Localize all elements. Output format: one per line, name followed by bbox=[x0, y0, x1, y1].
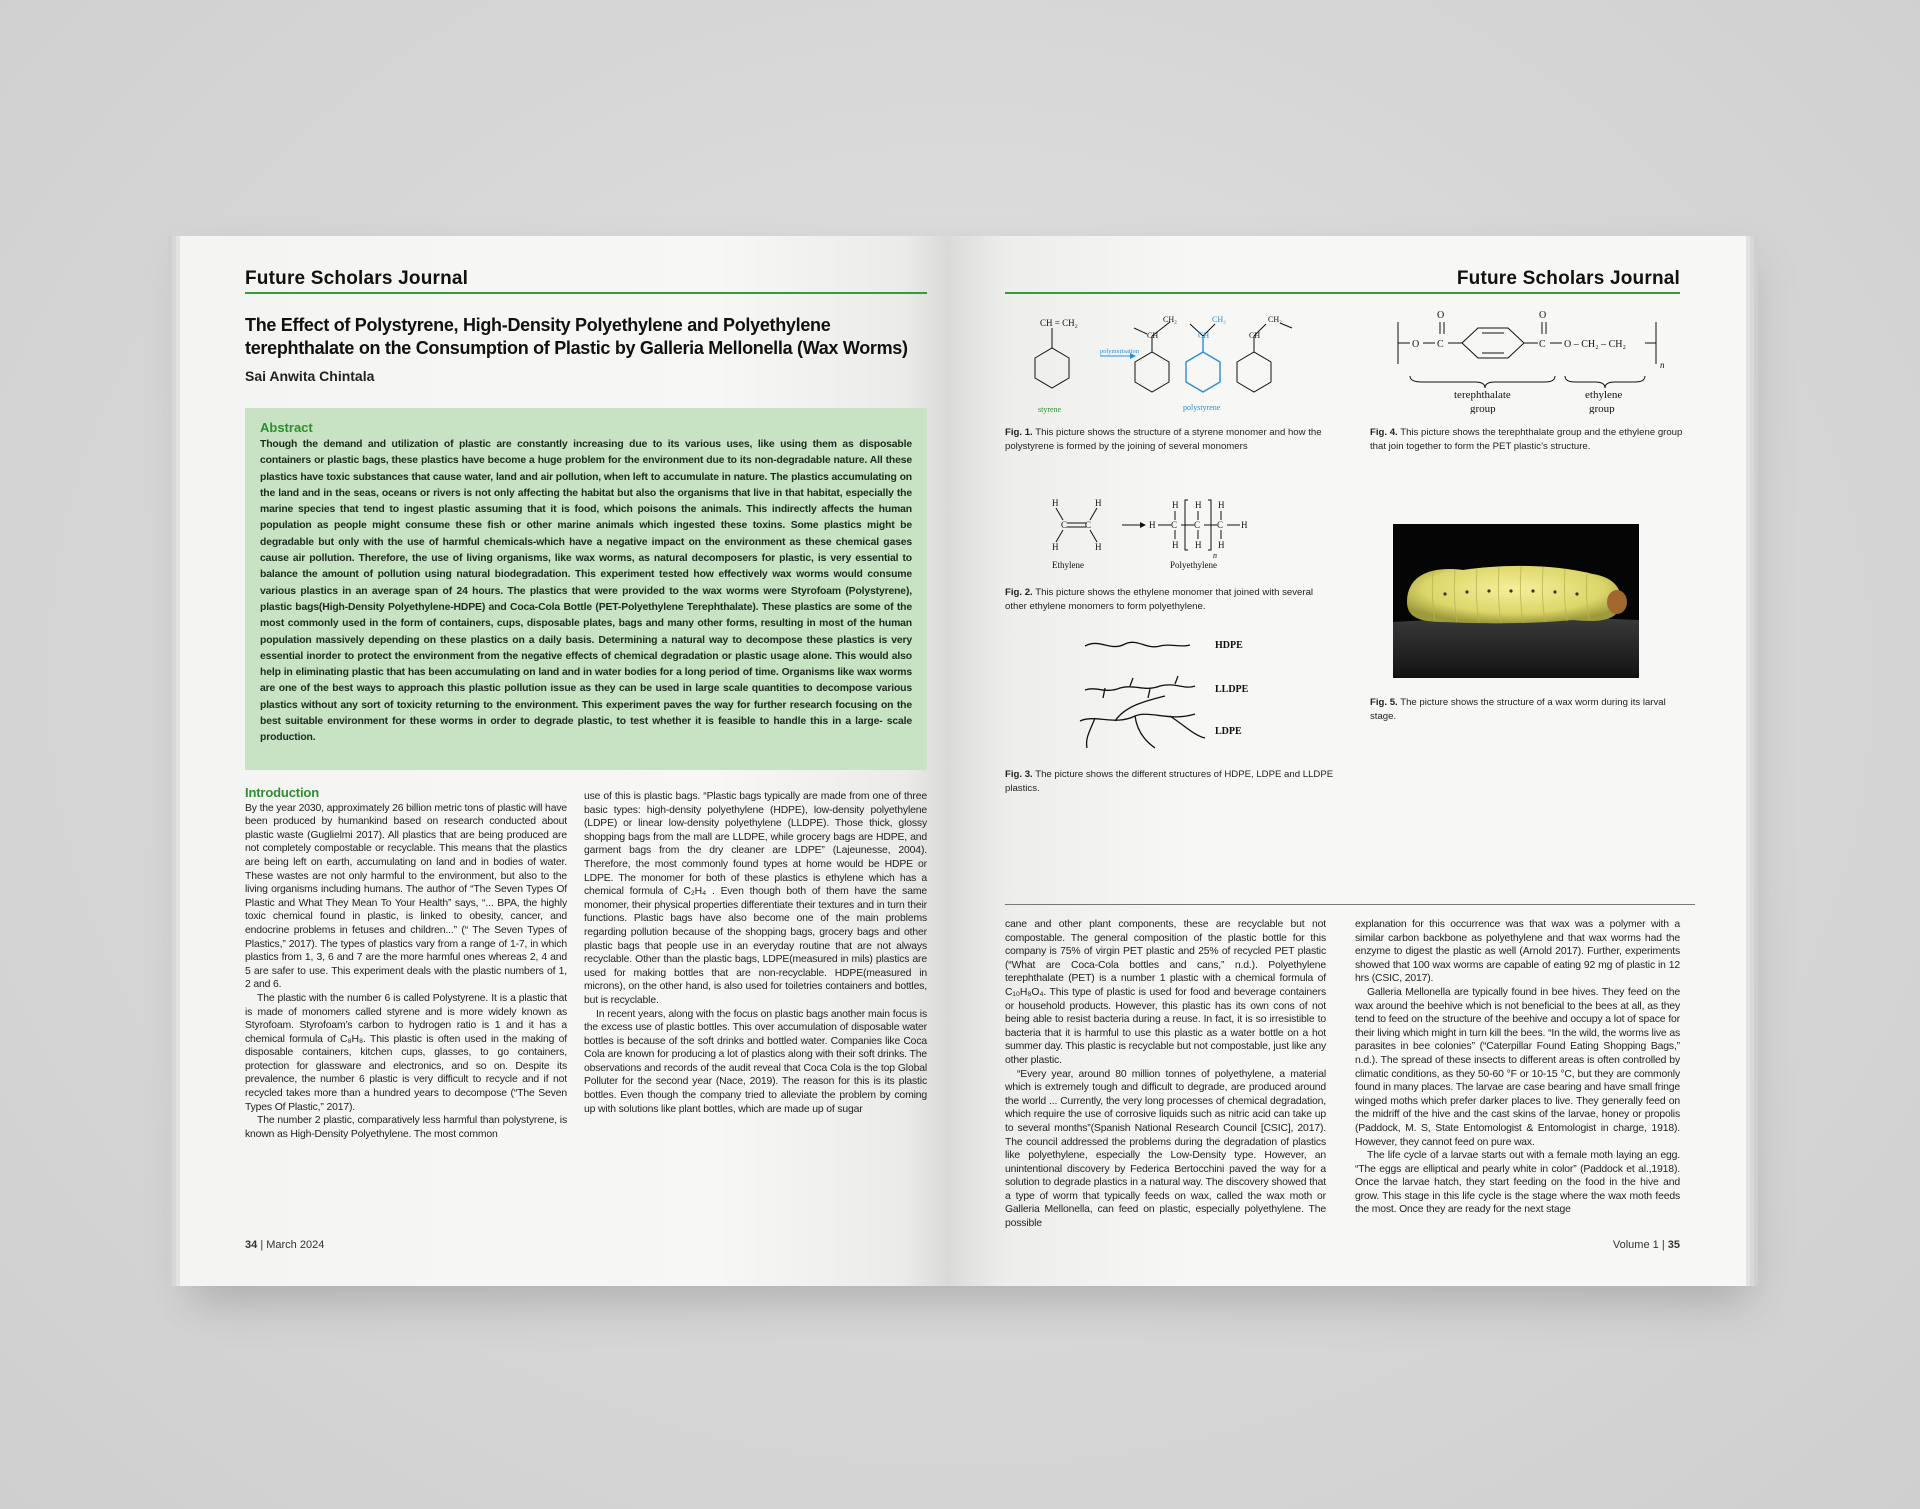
journal-header-left: Future Scholars Journal bbox=[245, 268, 469, 289]
paragraph: use of this is plastic bags. “Plastic bags typically are made from one of three basic types: high-density polyethylene (HDPE), low-density polyethylene (LDPE) or linear low-density polyethylene (LLDPE). Those thick, glossy shopping bags from the mall are LLDPE, while grocery bags are HDPE, and garment bags from the dry cleaner are LDPE” (Lajeunesse, 2004). Therefore, the most commonly found types at home would be HDPE or LDPE. The monomer for both of these plastics is ethylene which has a chemical formula of C₂H₄ . Even though both of them have the same monomer, their physical properties differentiate their textures and in turn their functions. Plastic bags have also become one of the main problems regarding pollution because of the shopping bags, grocery bags and other plastic bags that people use in an everyday routine that are not always recyclable. Other than the plastic bags, LDPE(measured in mils) plastics are used for making bottles that are non-recyclable. HDPE(measured in microns), on the other hand, is also used for toiletries containers and bottles, but is recyclable. bbox=[584, 791, 927, 1006]
text-column-4 bbox=[1355, 918, 1680, 1217]
paragraph: The number 2 plastic, comparatively less harmful than polystyrene, is known as High-Density Polyethylene. The most common bbox=[245, 1115, 567, 1140]
text-column-3 bbox=[1005, 918, 1326, 1231]
fig4-c: C bbox=[1437, 339, 1444, 350]
fig3-caption bbox=[1005, 768, 1335, 796]
header-rule-left bbox=[245, 292, 927, 294]
fig2-polyethylene-diagram bbox=[1030, 486, 1270, 570]
fig2-label: Fig. 2. bbox=[1005, 587, 1033, 598]
fig1-label-ch2-blue: CH₂ bbox=[1212, 315, 1226, 324]
paragraph: “Every year, around 80 million tonnes of polyethylene, a material which is extremely tough and difficult to degrade, are produced around the world ... Currently, the very long processes of chemical degradation, which require the use of corrosive liquids such as nitric acid can take up to several months”(Spanish National Research Council [CSIC], 2017). The council addressed the problems during the degradation of plastics like polyethylene, especially the Low-Density type. However, an unintentional discovery by Federica Bertocchini paved the way for a solution to degrade plastics in a natural way. The discovery showed that a type of worm that typically feeds on wax, called the wax moth or Galleria Mellonella, can feed on plastic, especially polyethylene. The possible bbox=[1005, 1068, 1326, 1230]
fig5-label: Fig. 5. bbox=[1370, 697, 1398, 708]
fig2-ethylene-label: Ethylene bbox=[1052, 560, 1084, 570]
fig5-wax-worm-photo bbox=[1393, 524, 1639, 678]
fig2-n: n bbox=[1213, 551, 1217, 560]
footer-separator: | bbox=[260, 1239, 267, 1251]
fig1-label-ch2: CH₂ bbox=[1163, 315, 1177, 324]
paragraph: The life cycle of a larvae starts out with a female moth laying an egg. “The eggs are elliptical and pearly white in color” (Paddock et al.,1918). Once the larvae hatch, they start feeding on the food in the hive and grow. This stage in this life cycle is the stage where the wax moth feeds the most. Once they are ready for the next stage bbox=[1355, 1150, 1680, 1216]
fig3-hdpe-label: HDPE bbox=[1215, 640, 1243, 651]
fig1-label-ch2-3: CH₂ bbox=[1268, 315, 1282, 324]
fig1-label-ch-3: CH bbox=[1249, 331, 1261, 340]
fig2-c: C bbox=[1085, 520, 1092, 530]
fig4-caption-text: This picture shows the terephthalate group and the ethylene group that join together to form the PET plastic’s structure. bbox=[1370, 427, 1683, 452]
journal-header-right: Future Scholars Journal bbox=[1456, 268, 1680, 289]
article-author: Sai Anwita Chintala bbox=[245, 368, 375, 384]
fig5-caption-text: The picture shows the structure of a wax worm during its larval stage. bbox=[1370, 697, 1666, 722]
fig4-o: O bbox=[1437, 310, 1445, 321]
fig3-ldpe-label: LDPE bbox=[1215, 726, 1242, 737]
fig3-polyethylene-structures bbox=[1075, 626, 1275, 756]
fig2-caption-text: This picture shows the ethylene monomer that joined with several other ethylene monomers to form polyethylene. bbox=[1005, 587, 1314, 612]
fig2-h: H bbox=[1195, 500, 1202, 510]
page-number: 35 bbox=[1667, 1239, 1680, 1251]
header-rule-right bbox=[1005, 292, 1680, 294]
fig1-label-ch-blue: CH bbox=[1198, 331, 1210, 340]
abstract-text: Though the demand and utilization of plastic are constantly increasing due to its various uses, like using them as disposable containers or plastic bags, these plastics have become a huge problem for the environment due to its non-degradable nature. All these plastics have toxic substances that cause water, land and air pollution, when left to accumulate in nature. The plastics accumulating on the land and in the seas, oceans or rivers is not only affecting the habitat but also the organisms that live in that habitat, especially the marine species that tend to ingest plastic assuming that it is food, which poisons the animals. This indirectly affects the human population as people might consume these fish or other marine animals which ingested these toxins. Some plastics might be degradable but only with the use of harmful chemicals-which have a negative impact on the environment as these chemical gases cause air pollution. Therefore, the use of living organisms, like wax worms, as natural decomposers for plastic, is very essential to balance the amount of pollution using natural biodegradation. This experiment tested how effectively wax worms would consume various plastics in an average span of 24 hours. The plastics that were provided to the wax worms were Styrofoam (Polystyrene), plastic bags(High-Density Polyethylene-HDPE) and Coca-Cola Bottle (PET-Polyethylene Terephthalate). These plastics are some of the most commonly used in the form of containers, cups, disposable plates, bags and many other forms, resulting in most of the human population massively depending on these plastics on a daily basis. Determining a natural way to decompose these plastics is very essential inorder to protect the environment from the negative effects of chemical degradation or plastic usage alone. This would also help in eliminating plastic that has been accumulating on land and in water bodies for a long period of time. Organisms like wax worms are one of the best ways to approach this plastic pollution issue as they can be used in large scale quantities to decompose various plastics without any sort of toxicity returning to the environment. This experiment paves the way for further research focusing on the best suitable environment for these worms in order to degrade plastic, to test whether it is feasible to handle this in a large- scale production. bbox=[260, 439, 912, 744]
paragraph: cane and other plant components, these are recyclable but not compostable. The general composition of the plastic bottle for this company is 75% of virgin PET plastic and 25% of recycled PET plastic (“What are Coca-Cola bottles and cans,” n.d.). Polyethylene terephthalate (PET) is a number 1 plastic with a chemical formula of C₁₀H₈O₄. This type of plastic is used for food and beverage containers or household products. However, this plastic has its own cons of not being able to resist bacteria during a reuse. In fact, it is so irresistible to bacteria that it is harmful to use this plastic as a water bottle on a hot summer day. This plastic is recyclable but not compostable, just like any other plastic. bbox=[1005, 919, 1326, 1066]
fig2-h: H bbox=[1195, 540, 1202, 550]
figure-divider bbox=[1005, 904, 1695, 905]
fig2-h: H bbox=[1172, 500, 1179, 510]
volume-label: Volume 1 bbox=[1612, 1239, 1659, 1251]
right-page bbox=[950, 236, 1746, 1286]
fig1-styrene-label: styrene bbox=[1038, 405, 1062, 414]
fig2-h: H bbox=[1052, 542, 1059, 552]
fig2-c: C bbox=[1194, 520, 1201, 530]
paragraph: By the year 2030, approximately 26 billion metric tons of plastic will have been produced by humankind based on research conducted about plastic waste (Guglielmi 2017). All plastics that are being produced are not completely compostable or recyclable. This means that the plastics are being left on earth, accumulating on land and in bodies of water. These wastes are not only harmful to the environment, but also to the living organisms including humans. The author of “The Seven Types Of Plastic and What They Mean To Your Health” says, “... BPA, the highly toxic chemical found in plastic, is linked to obesity, cancer, and endocrine problems in fetuses and children...” (“ The Seven Types of Plastics,” 2017). The types of plastics vary from a range of 1-7, in which plastics from 1, 3, 6 and 7 are the more harmful ones whereas 2, 4 and 5 are safer to use. This experiment deals with the plastic numbers of 1, 2 and 6. bbox=[245, 802, 567, 991]
fig2-h: H bbox=[1149, 520, 1156, 530]
fig1-polystyrene-label: polystyrene bbox=[1183, 403, 1221, 412]
fig2-polyethylene-label: Polyethylene bbox=[1170, 560, 1217, 570]
fig1-caption-text: This picture shows the structure of a styrene monomer and how the polystyrene is formed by the joining of several monomers bbox=[1005, 427, 1322, 452]
fig5-caption bbox=[1370, 696, 1690, 724]
fig2-caption bbox=[1005, 586, 1335, 614]
article-title: The Effect of Polystyrene, High-Density Polyethylene and Polyethylene terephthalate on the Consumption of Plastic by Galleria Mellonella (Wax Worms) bbox=[245, 315, 908, 358]
fig1-label-ch: CH bbox=[1147, 331, 1159, 340]
text-column-1 bbox=[245, 786, 567, 1141]
fig2-h: H bbox=[1095, 498, 1102, 508]
fig4-label: Fig. 4. bbox=[1370, 427, 1398, 438]
fig2-c: C bbox=[1171, 520, 1178, 530]
fig2-c: C bbox=[1217, 520, 1224, 530]
fig1-polystyrene-diagram bbox=[1000, 306, 1300, 426]
footer-left bbox=[245, 1239, 324, 1251]
abstract-title: Abstract bbox=[260, 420, 313, 435]
paragraph: explanation for this occurrence was that wax was a polymer with a similar carbon backbone as polyethylene and that wax worms had the enzyme to digest the plastic as well (Arnold 2017). Further, experiments showed that 100 wax worms are capable of eating 92 mg of plastic in 12 hrs (CSIC, 2017). bbox=[1355, 919, 1680, 985]
fig1-label: Fig. 1. bbox=[1005, 427, 1033, 438]
fig2-h: H bbox=[1095, 542, 1102, 552]
page-number: 34 bbox=[245, 1239, 258, 1251]
fig3-caption-text: The picture shows the different structures of HDPE, LDPE and LLDPE plastics. bbox=[1005, 769, 1334, 794]
fig1-label-ch-ch2: CH = CH₂ bbox=[1040, 318, 1078, 328]
fig4-ethylene-label-2: group bbox=[1589, 403, 1615, 414]
fig1-caption bbox=[1005, 426, 1335, 454]
fig4-n: n bbox=[1660, 360, 1665, 370]
fig3-lldpe-label: LLDPE bbox=[1215, 684, 1249, 695]
fig4-pet-diagram bbox=[1390, 304, 1700, 414]
fig4-caption bbox=[1370, 426, 1690, 454]
footer-separator: | bbox=[1661, 1239, 1668, 1251]
footer-right bbox=[1613, 1239, 1680, 1251]
fig4-o: O bbox=[1539, 310, 1547, 321]
issue-date: March 2024 bbox=[266, 1239, 325, 1251]
paragraph: Galleria Mellonella are typically found in bee hives. They feed on the wax around the beehive which is not beneficial to the bees at all, as they tend to feed on the structure of the beehive and occupy a lot of space for their living which might in turn kill the bees. “In the wild, the worms live as parasites in bee colonies” (“Caterpillar Found Eating Shopping Bags,” n.d.). The spread of these insects to different areas is often controlled by climatic conditions, as they 50-60 °F or 10-15 °C, but they are commonly found in many places. The larvae are case bearing and have small fringe winged moths which prefer darker places to live. They generally feed on the midriff of the hive and the cast skins of the larvae, honey or propolis (Paddock, M. S, State Entomologist & Entomologist in charge, 1918). However, they cannot feed on pure wax. bbox=[1355, 986, 1680, 1148]
fig2-h: H bbox=[1172, 540, 1179, 550]
fig3-label: Fig. 3. bbox=[1005, 769, 1033, 780]
fig2-h: H bbox=[1052, 498, 1059, 508]
fig2-h: H bbox=[1218, 500, 1225, 510]
text-column-2 bbox=[584, 790, 927, 1116]
fig4-ethylene-label: ethylene bbox=[1585, 389, 1623, 401]
left-page bbox=[180, 236, 950, 1286]
abstract-box bbox=[245, 408, 927, 770]
fig4-o: O bbox=[1412, 339, 1420, 350]
fig4-terephthalate-label-2: group bbox=[1470, 403, 1496, 414]
fig4-c: C bbox=[1539, 339, 1546, 350]
fig1-arrow-label: polymerisation bbox=[1100, 348, 1139, 355]
paragraph: In recent years, along with the focus on plastic bags another main focus is the excess use of plastic bottles. This over accumulation of disposable water bottles is because of the soft drinks and bottled water. Companies like Coca Cola are known for producing a lot of plastics along with their soft drinks. The observations and records of the audit reveal that Coca Cola is the top Global Polluter for the second year (Nace, 2019). The reason for this is its plastic bottles. Even though the company tried to alleviate the problem by coming up with solutions like plant bottles, which are made up of sugar bbox=[584, 1008, 927, 1115]
fig2-c: C bbox=[1061, 520, 1068, 530]
fig4-chain: O – CH₂ – CH₂ bbox=[1564, 339, 1626, 350]
fig2-h: H bbox=[1218, 540, 1225, 550]
paragraph: The plastic with the number 6 is called Polystyrene. It is a plastic that is made of monomers called styrene and is more widely known as Styrofoam. Styrofoam’s carbon to hydrogen ratio is 1 and it has a chemical formula of C₈H₈. This plastic is often used in the making of disposable containers, kitchen cups, glasses, to go containers, protection for glassware and electronics, and so on. Despite its prevalence, the number 6 plastic is very difficult to recycle and if not recycled takes more than a hundred years to decompose (“The Seven Types Of Plastic,” 2017). bbox=[245, 992, 567, 1113]
fig4-terephthalate-label: terephthalate bbox=[1454, 389, 1511, 401]
fig2-h: H bbox=[1241, 520, 1248, 530]
introduction-title: Introduction bbox=[245, 785, 320, 800]
